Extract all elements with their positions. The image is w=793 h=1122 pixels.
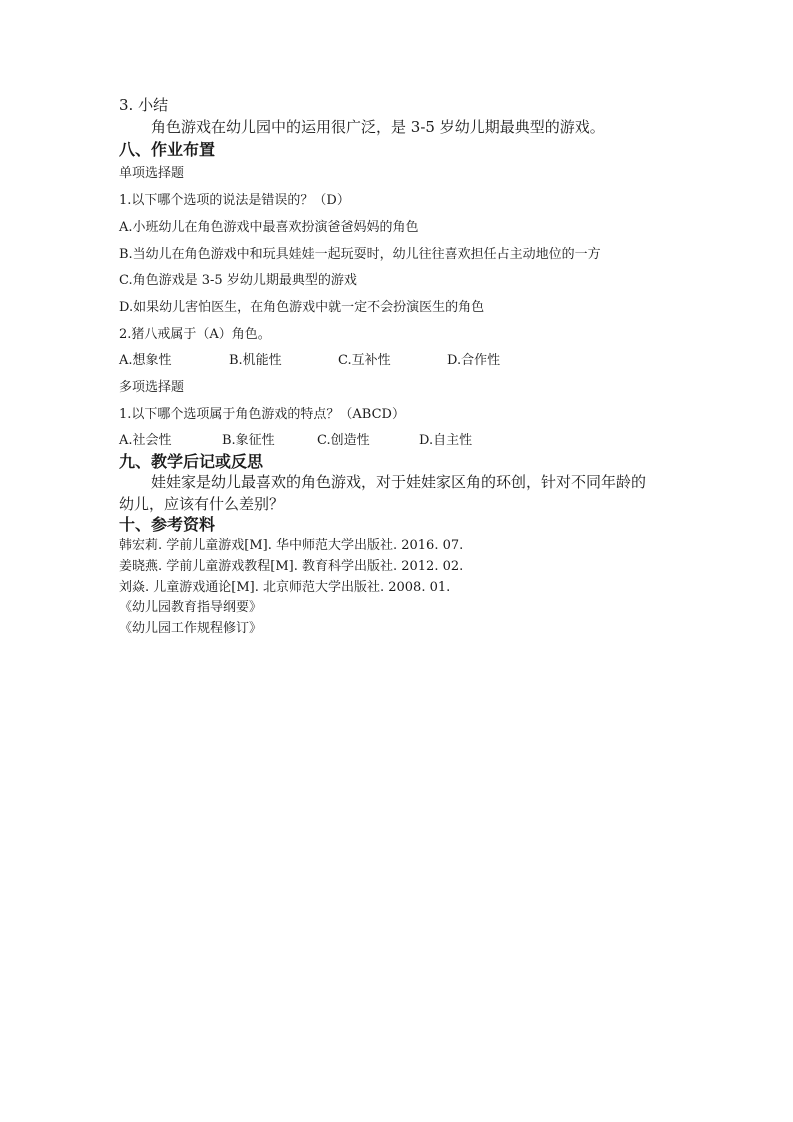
section-10-title: 十、参考资料 [119, 515, 216, 534]
reflection-line: 娃娃家是幼儿最喜欢的角色游戏，对于娃娃家区角的环创，针对不同年龄的 [151, 473, 647, 491]
question-stem: 1.以下哪个选项的说法是错误的？（D） [119, 193, 350, 208]
question-stem: 1.以下哪个选项属于角色游戏的特点？（ABCD） [119, 407, 405, 422]
answer-option: B.机能性 [229, 353, 282, 368]
summary-text: 角色游戏在幼儿园中的运用很广泛，是 3-5 岁幼儿期最典型的游戏。 [151, 118, 605, 136]
question-stem: 2.猪八戒属于（A）角色。 [119, 327, 271, 342]
answer-option: B.当幼儿在角色游戏中和玩具娃娃一起玩耍时，幼儿往往喜欢担任占主动地位的一方 [119, 247, 601, 262]
summary-heading: 3. 小结 [119, 96, 169, 114]
answer-option: C.角色游戏是 3-5 岁幼儿期最典型的游戏 [119, 273, 357, 288]
answer-option: D.合作性 [447, 353, 501, 368]
answer-option: A.想象性 [119, 353, 172, 368]
multi-choice-label: 多项选择题 [119, 380, 185, 395]
section-8-title: 八、作业布置 [119, 140, 216, 159]
reference-item: 姜晓燕. 学前儿童游戏教程[M]. 教育科学出版社. 2012. 02. [119, 559, 464, 574]
answer-option: B.象征性 [222, 433, 275, 448]
answer-option: D.自主性 [419, 433, 473, 448]
section-9-title: 九、教学后记或反思 [119, 452, 264, 471]
answer-option: C.互补性 [338, 353, 391, 368]
single-choice-label: 单项选择题 [119, 166, 185, 181]
answer-option: A.小班幼儿在角色游戏中最喜欢扮演爸爸妈妈的角色 [119, 220, 419, 235]
answer-option: C.创造性 [317, 433, 370, 448]
answer-option: A.社会性 [119, 433, 172, 448]
reference-item: 《幼儿园工作规程修订》 [119, 621, 263, 636]
reference-item: 《幼儿园教育指导纲要》 [119, 600, 263, 615]
answer-option: D.如果幼儿害怕医生，在角色游戏中就一定不会扮演医生的角色 [119, 300, 485, 315]
reference-item: 刘焱. 儿童游戏通论[M]. 北京师范大学出版社. 2008. 01. [119, 580, 451, 595]
reflection-line: 幼儿，应该有什么差别？ [119, 495, 285, 513]
reference-item: 韩宏莉. 学前儿童游戏[M]. 华中师范大学出版社. 2016. 07. [119, 538, 464, 553]
